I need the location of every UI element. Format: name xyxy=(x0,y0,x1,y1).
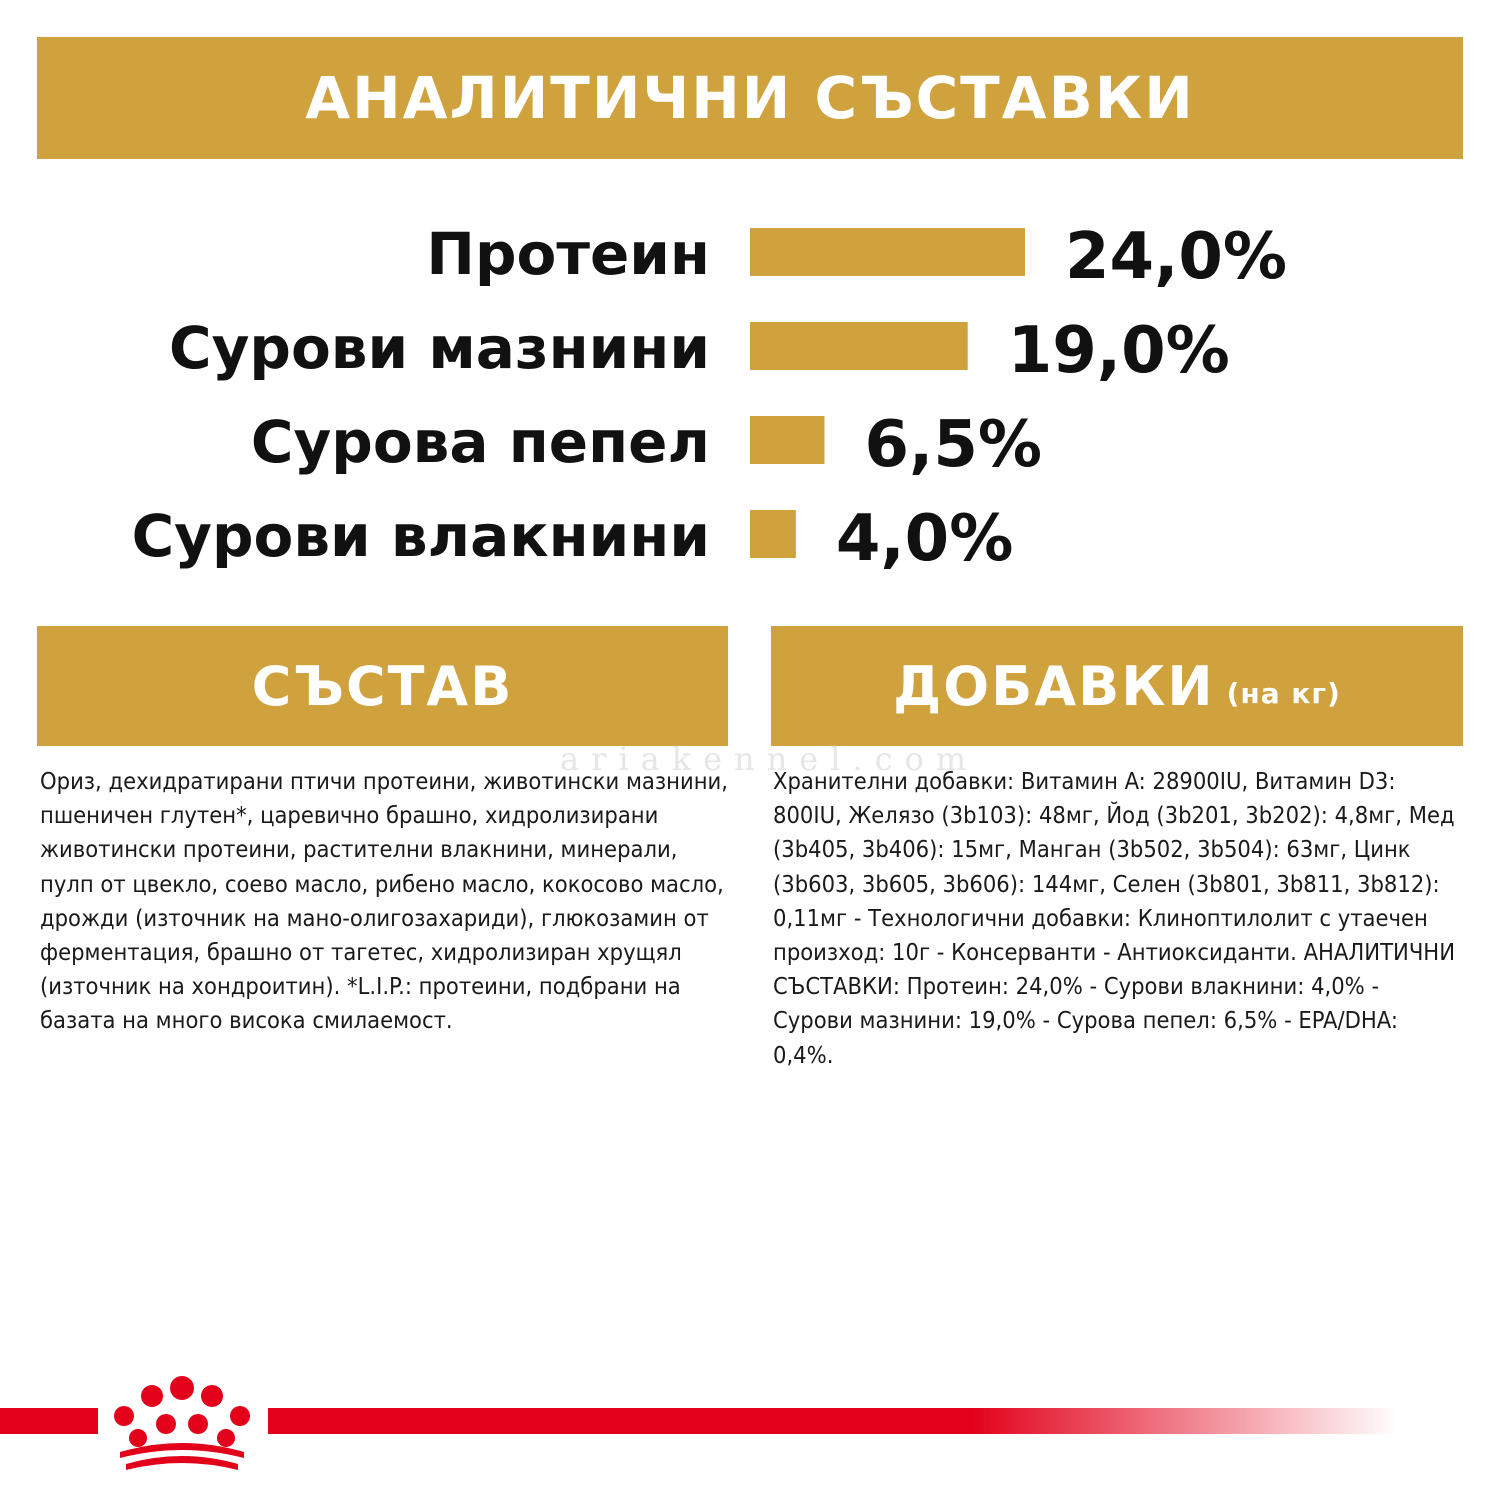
category-label: Сурови влакнини xyxy=(131,502,710,570)
bar xyxy=(750,510,796,558)
brand-stripe-left xyxy=(0,1408,98,1434)
bar xyxy=(750,322,968,370)
additives-banner xyxy=(771,626,1463,746)
brand-stripe xyxy=(268,1408,1398,1434)
value-label: 4,0% xyxy=(835,502,1014,576)
value-label: 19,0% xyxy=(1007,314,1230,388)
composition-banner xyxy=(37,626,728,746)
royal-canin-crown-icon xyxy=(104,1372,260,1478)
category-label: Сурови мазнини xyxy=(169,314,710,382)
bar xyxy=(750,228,1025,276)
value-label: 24,0% xyxy=(1065,220,1288,294)
category-label: Сурова пепел xyxy=(250,408,710,476)
additives-title-suffix: (на кг) xyxy=(1226,676,1341,710)
value-label: 6,5% xyxy=(864,408,1042,482)
analytical-constituents-title: АНАЛИТИЧНИ СЪСТАВКИ xyxy=(305,64,1195,132)
bar xyxy=(750,416,824,464)
composition-title: СЪСТАВ xyxy=(251,654,514,718)
watermark: ariakennel.com xyxy=(560,740,979,778)
additives-text: Хранителни добавки: Витамин A: 28900IU, Витамин D3: 800IU, Желязо (3b103): 48мг, Йод (3b201, 3b202): 4,8мг, Мед (3b405, 3b406): 15мг, Манган (3b502, 3b504): 63мг, Цинк (3b603, 3b605, 3b606): 144мг, Селен (3b801, 3b811, 3b812): 0,11мг - Технологични добавки: Клиноптилолит с утаечен произход: 10г - Консерванти - Антиоксиданти. АНАЛИТИЧНИ СЪСТАВКИ: Протеин: 24,0% - Сурови влакнини: 4,0% - Сурови мазнини: 19,0% - Сурова пепел: 6,5% - EPA/DHA: 0,4%. xyxy=(773,767,1456,1069)
category-label: Протеин xyxy=(426,220,710,288)
composition-text: Ориз, дехидратирани птичи протеини, животински мазнини, пшеничен глутен*, царевично брашно, хидролизирани животински протеини, растителни влакнини, минерали, пулп от цвекло, соево масло, рибено масло, кокосово масло, дрожди (източник на мано-олигозахариди), глюкозамин от ферментация, брашно от тагетес, хидролизиран хрущял (източник на хондроитин). *L.I.P.: протеини, подбрани на базата на много висока смилаемост. xyxy=(40,767,728,1035)
additives-title: ДОБАВКИ xyxy=(893,654,1215,718)
